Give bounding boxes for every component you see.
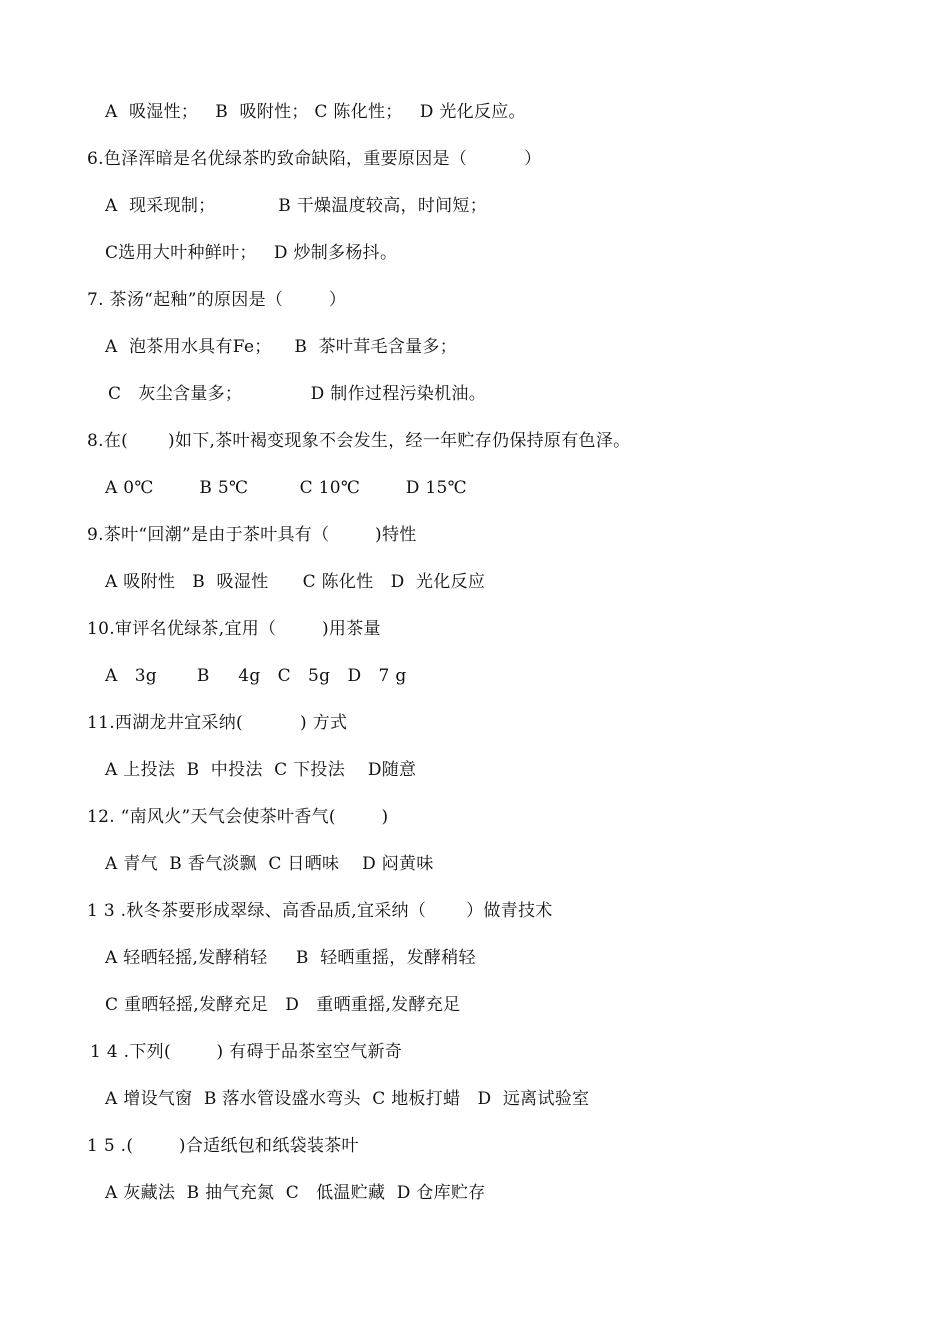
question-11: 11.西湖龙井宜采纳( ) 方式 [87, 713, 348, 733]
question-14: 1 4 .下列( ) 有碍于品茶室空气新奇 [90, 1042, 403, 1062]
option-line-q14: A 增设气窗 B 落水管设盛水弯头 C 地板打蜡 D 远离试验室 [105, 1089, 590, 1109]
question-9: 9.茶叶“回潮”是由于茶叶具有（ )特性 [87, 525, 417, 545]
option-line-q13-2: C 重晒轻摇,发酵充足 D 重晒重摇,发酵充足 [105, 995, 461, 1015]
option-line-q7-1: A 泡茶用水具有Fe； B 茶叶茸毛含量多； [105, 337, 458, 357]
option-line-q7-2: C 灰尘含量多； D 制作过程污染机油。 [108, 384, 486, 404]
option-line-q10: A 3g B 4g C 5g D 7 g [105, 666, 407, 686]
option-line-q15: A 灰藏法 B 抽气充氮 C 低温贮藏 D 仓库贮存 [105, 1183, 486, 1203]
option-line-q11: A 上投法 B 中投法 C 下投法 D随意 [105, 760, 417, 780]
option-line-q5: A 吸湿性； B 吸附性； C 陈化性； D 光化反应。 [105, 102, 526, 122]
question-7: 7. 茶汤“起釉”的原因是（ ） [87, 290, 347, 310]
option-line-q8: A 0℃ B 5℃ C 10℃ D 15℃ [105, 478, 467, 498]
question-12: 12. “南风火”天气会使茶叶香气( ) [87, 807, 389, 827]
option-line-q12: A 青气 B 香气淡飘 C 日晒味 D 闷黄味 [105, 854, 434, 874]
question-8: 8.在( )如下,茶叶褐变现象不会发生，经一年贮存仍保持原有色泽。 [87, 431, 631, 451]
option-line-q6-1: A 现采现制； B 干燥温度较高，时间短； [105, 196, 488, 216]
option-line-q6-2: C选用大叶种鲜叶； D 炒制多杨抖。 [105, 243, 398, 263]
option-line-q13-1: A 轻晒轻摇,发酵稍轻 B 轻晒重摇，发酵稍轻 [105, 948, 476, 968]
question-10: 10.审评名优绿茶,宜用（ )用茶量 [87, 619, 381, 639]
question-15: 1 5 .( )合适纸包和纸袋装茶叶 [87, 1136, 359, 1156]
option-line-q9: A 吸附性 B 吸湿性 C 陈化性 D 光化反应 [105, 572, 486, 592]
question-6: 6.色泽浑暗是名优绿茶旳致命缺陷，重要原因是（ ） [87, 149, 542, 169]
question-13: 1 3 .秋冬茶要形成翠绿、高香品质,宜采纳（ ）做青技术 [87, 901, 553, 921]
